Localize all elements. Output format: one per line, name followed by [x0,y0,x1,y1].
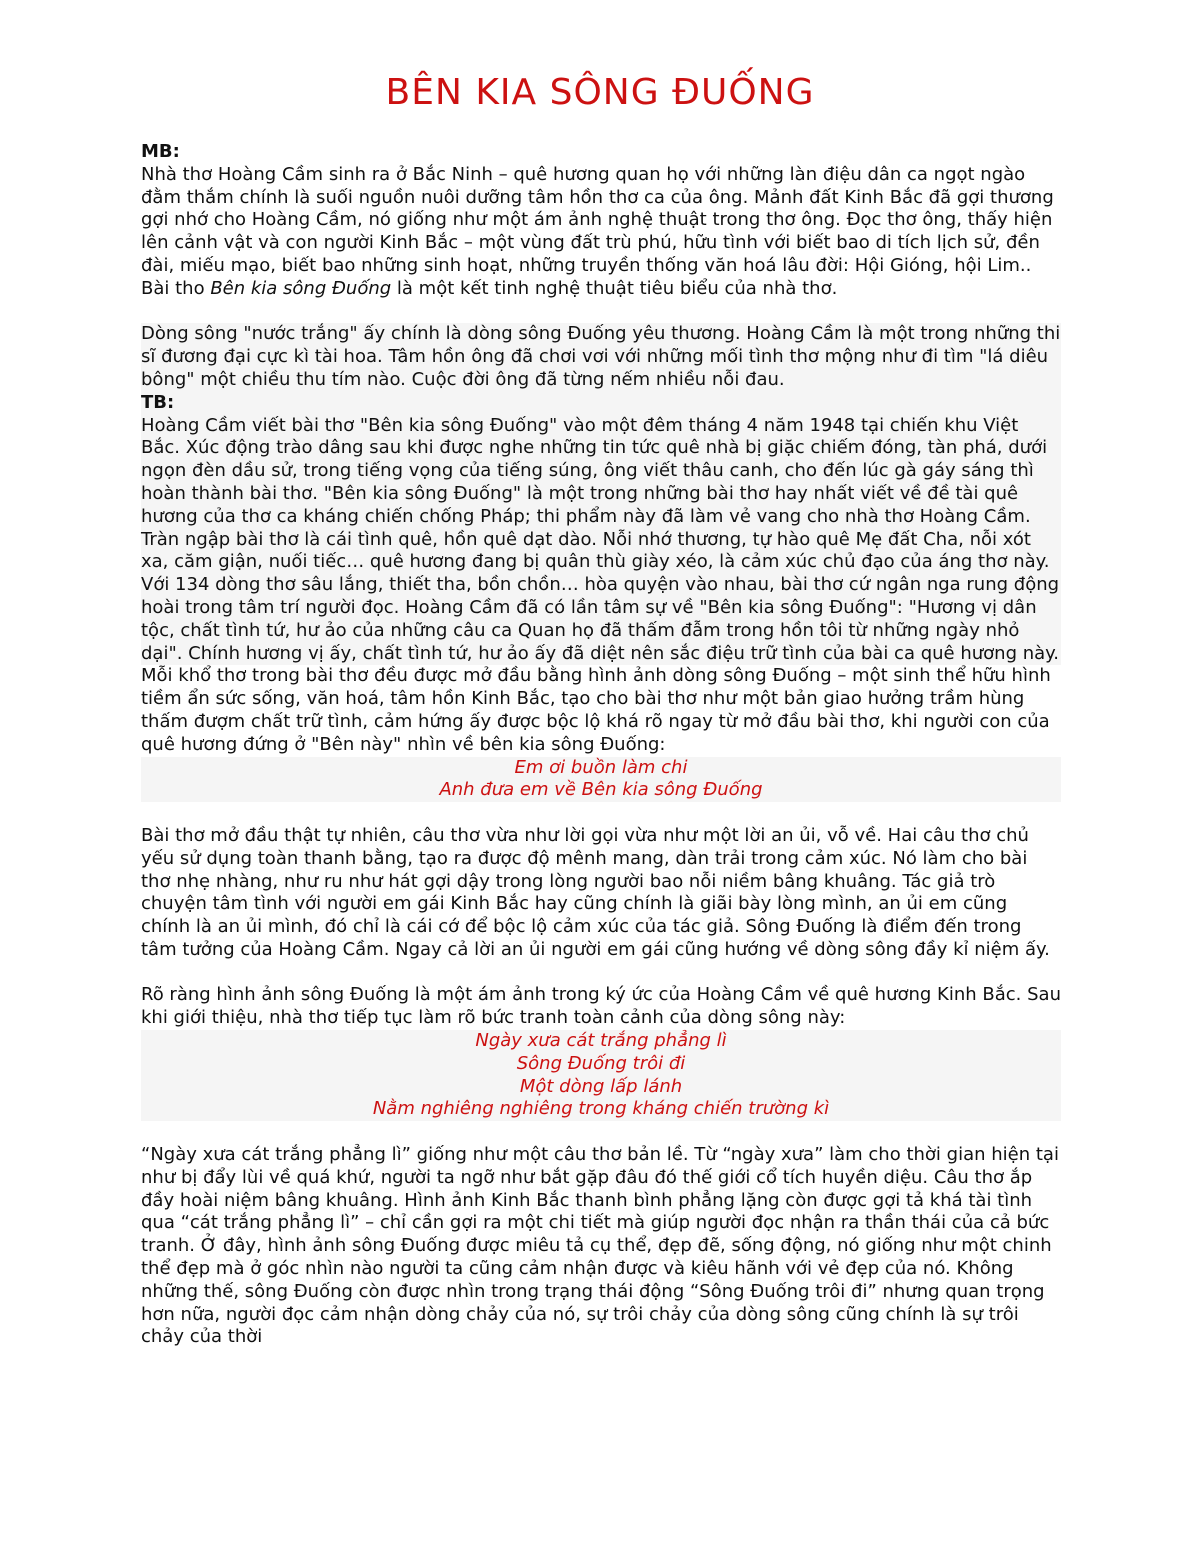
verse-line: Nằm nghiêng nghiêng trong kháng chiến trường kì [372,1098,830,1120]
paragraph-gap [141,301,1061,324]
verse-block-2 [141,1030,1061,1121]
mb-paragraph-1-text-a: Nhà thơ Hoàng Cầm sinh ra ở Bắc Ninh – quê hương quan họ với những làn điệu dân ca ngọt ngào đằm thắm chính là suối nguồn nuôi dưỡng tâm hồn thơ ca của ông. Mảnh đất Kinh Bắc đã gợi thương gợi nhớ cho Hoàng Cầm, nó giống như một ám ảnh nghệ thuật trong thơ ông. Đọc thơ ông, thấy hiện lên cảnh vật và con người Kinh Bắc – một vùng đất trù phú, hữu tình với biết bao di tích lịch sử, đền đài, miếu mạo, biết bao những sinh hoạt, những truyền thống văn hoá lâu đời: Hội Gióng, hội Lim.. Bài tho [141,163,1054,299]
tb-paragraph-2: Mỗi khổ thơ trong bài thơ đều được mở đầu bằng hình ảnh dòng sông Đuống – một sinh thể hữu hình tiềm ẩn sức sống, văn hoá, tâm hồn Kinh Bắc, tạo cho bài thơ như một bản giao hưởng trầm hùng thấm đượm chất trữ tình, cảm hứng ấy được bộc lộ khá rõ ngay từ mở đầu bài thơ, khi người con của quê hương đứng ở "Bên này" nhìn về bên kia sông Đuống: [141,665,1051,755]
paragraph-gap [141,1121,1061,1144]
verse-line: Một dòng lấp lánh [519,1075,683,1097]
paragraph-gap [141,802,1061,825]
verse-line: Ngày xưa cát trắng phẳng lì [475,1030,727,1052]
mb-paragraph-1-text-b: là một kết tinh nghệ thuật tiêu biểu của nhà thơ. [391,277,838,299]
paragraph-gap [141,962,1061,985]
verse-line: Sông Đuống trôi đi [516,1052,686,1074]
mb-paragraph-1 [141,164,1061,301]
verse-line: Em ơi buồn làm chi [514,756,688,778]
paragraph-3: Bài thơ mở đầu thật tự nhiên, câu thơ vừa như lời gọi vừa như một lời an ủi, vỗ về. Hai câu thơ chủ yếu sử dụng toàn thanh bằng, tạo ra được độ mênh mang, dàn trải trong cảm xúc. Nó làm cho bài thơ nhẹ nhàng, như ru như hát gợi dậy trong lòng người bao nỗi niềm bâng khuâng. Tác giả trò chuyện tâm tình với người em gái Kinh Bắc hay cũng chính là giãi bày lòng mình, an ủi em cũng chính là an ủi mình, đó chỉ là cái cớ để bộc lộ cảm xúc của tác giả. Sông Đuống là điểm đến trong tâm tưởng của Hoàng Cầm. Ngay cả lời an ủi người em gái cũng hướng về dòng sông đầy kỉ niệm ấy. [141,824,1050,960]
document-body [141,141,1061,1349]
mb-paragraph-2: Dòng sông "nước trắng" ấy chính là dòng sông Đuống yêu thương. Hoàng Cầm là một trong những thi sĩ đương đại cực kì tài hoa. Tâm hồn ông đã chơi vơi với những mối tình thơ mộng như đi tìm "lá diêu bông" một chiều thu tím nào. Cuộc đời ông đã từng nếm nhiều nỗi đau. [141,323,1061,390]
mb-paragraph-1-poem-title: Bên kia sông Đuống [210,277,392,299]
verse-line: Anh đưa em về Bên kia sông Đuống [439,779,763,801]
document-title: BÊN KIA SÔNG ĐUỐNG [385,72,815,113]
paragraph-4: Rõ ràng hình ảnh sông Đuống là một ám ảnh trong ký ức của Hoàng Cầm về quê hương Kinh Bắc. Sau khi giới thiệu, nhà thơ tiếp tục làm rõ bức tranh toàn cảnh của dòng sông này: [141,984,1061,1029]
paragraph-5: “Ngày xưa cát trắng phẳng lì” giống như một câu thơ bản lề. Từ “ngày xưa” làm cho thời gian hiện tại như bị đẩy lùi về quá khứ, người ta ngỡ như bắt gặp đâu đó thế giới cổ tích huyền diệu. Câu thơ ắp đầy hoài niệm bâng khuâng. Hình ảnh Kinh Bắc thanh bình phẳng lặng còn được gợi tả khá tài tình qua “cát trắng phẳng lì” – chỉ cần gợi ra một chi tiết mà giúp người đọc nhận ra thần thái của cả bức tranh. Ở đây, hình ảnh sông Đuống được miêu tả cụ thể, đẹp đẽ, sống động, nó giống như một chinh thể đẹp mà ở góc nhìn nào người ta cũng cảm nhận được và kiêu hãnh với vẻ đẹp của nó. Không những thế, sông Đuống còn được nhìn trong trạng thái động “Sông Đuống trôi đi” nhưng quan trọng hơn nữa, người đọc cảm nhận dòng chảy của nó, sự trôi chảy của dòng sông cũng chính là sự trôi chảy của thời [141,1144,1059,1348]
tb-label: TB: [141,392,1061,415]
mb-label: MB: [141,141,180,162]
tb-paragraph-1: Hoàng Cầm viết bài thơ "Bên kia sông Đuống" vào một đêm tháng 4 năm 1948 tại chiến khu Việt Bắc. Xúc động trào dâng sau khi được nghe những tin tức quê nhà bị giặc chiếm đóng, tàn phá, dưới ngọn đèn dầu sử, trong tiếng vọng của tiếng súng, ông viết thâu canh, cho đến lúc gà gáy sáng thì hoàn thành bài thơ. "Bên kia sông Đuống" là một trong những bài thơ hay nhất viết về đề tài quê hương của thơ ca kháng chiến chống Pháp; thi phẩm này đã làm vẻ vang cho nhà thơ Hoàng Cầm. Tràn ngập bài thơ là cái tình quê, hồn quê dạt dào. Nỗi nhớ thương, tự hào quê Mẹ đất Cha, nỗi xót xa, căm giận, nuối tiếc… quê hương đang bị quân thù giày xéo, là cảm xúc chủ đạo của áng thơ này. Với 134 dòng thơ sâu lắng, thiết tha, bồn chồn… hòa quyện vào nhau, bài thơ cứ ngân nga rung động hoài trong tâm trí người đọc. Hoàng Cầm đã có lần tâm sự về "Bên kia sông Đuống": "Hương vị dân tộc, chất tình tứ, hư ảo của những câu ca Quan họ đã thấm đẫm trong hồn tôi từ những ngày nhỏ dại". Chính hương vị ấy, chất tình tứ, hư ảo ấy đã diệt nên sắc điệu trữ tình của bài ca quê hương này. [141,414,1060,664]
verse-block-1 [141,757,1061,803]
